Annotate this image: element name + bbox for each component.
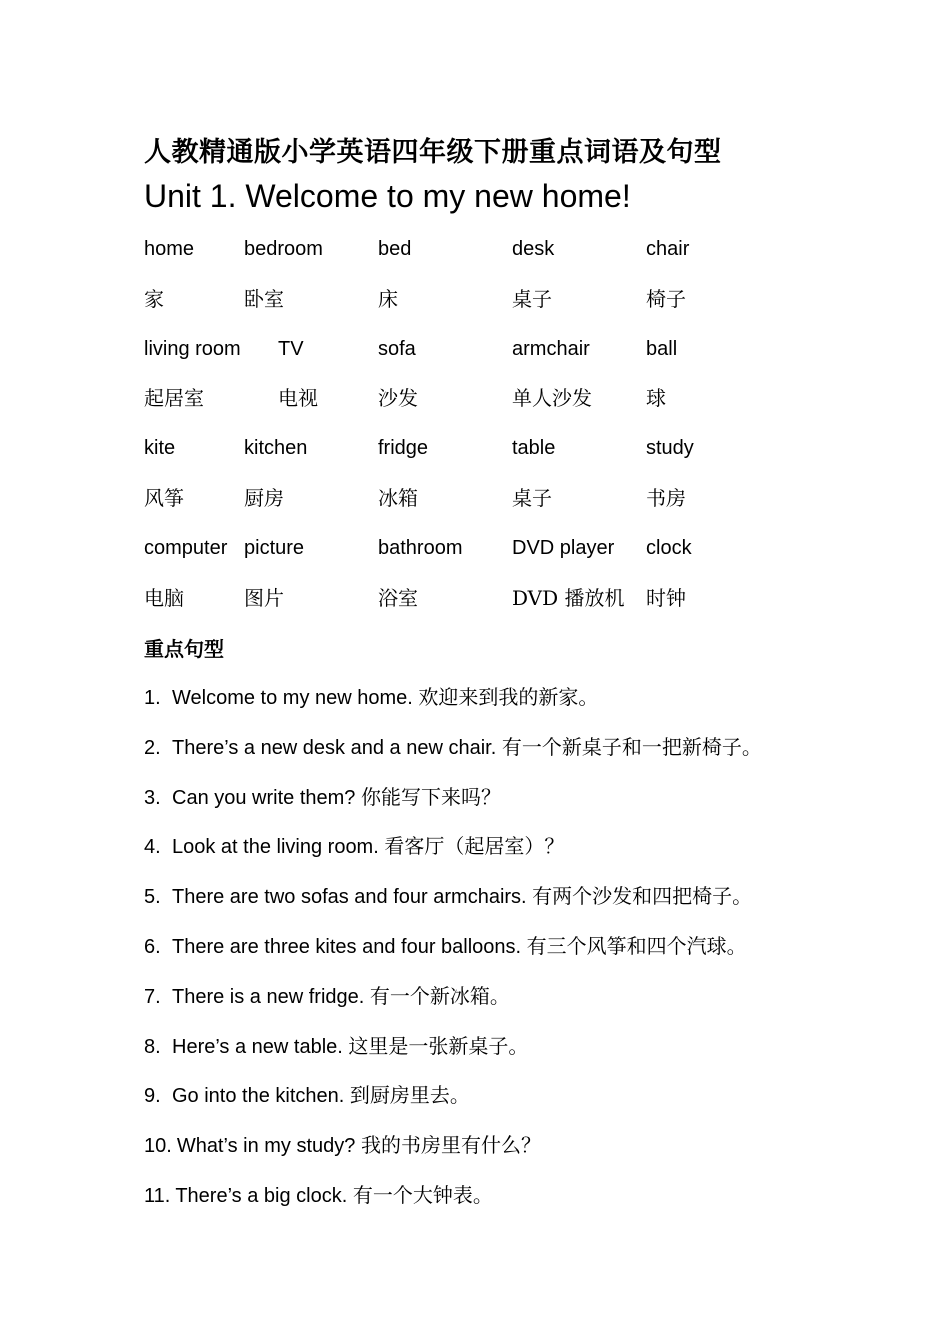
sentence-english: There are two sofas and four armchairs. (172, 886, 527, 909)
sentence-chinese: 你能写下来吗？ (360, 784, 501, 809)
vocab-word: chair (646, 238, 690, 260)
vocab-translation: 电视 (278, 386, 318, 411)
vocab-word: kite (144, 437, 176, 460)
item-number: 1. (144, 687, 161, 709)
vocab-translation: 图片 (244, 585, 284, 610)
key-sentences-heading: 重点句型 (144, 637, 224, 661)
vocab-row-english (144, 332, 844, 382)
vocab-word: sofa (378, 337, 416, 360)
document-title: 人教精通版小学英语四年级下册重点词语及句型 (144, 137, 722, 168)
vocab-word: TV (278, 337, 304, 360)
vocab-translation: 起居室 (144, 386, 204, 411)
vocab-translation: 单人沙发 (512, 386, 592, 411)
sentence-chinese: 欢迎来到我的新家。 (418, 685, 599, 709)
sentence-chinese: 有一个新桌子和一把新椅子。 (501, 734, 762, 759)
vocab-word: computer (144, 536, 228, 559)
item-number: 6. (144, 935, 161, 958)
vocab-row-chinese (144, 381, 844, 431)
item-number: 3. (144, 786, 161, 809)
sentence-english: There are three kites and four balloons. (172, 935, 522, 958)
vocab-word: clock (646, 536, 692, 559)
list-item (144, 1029, 884, 1079)
item-number: 11. (144, 1184, 171, 1207)
sentence-chinese: 有两个沙发和四把椅子。 (532, 884, 753, 909)
vocab-word: study (646, 437, 694, 460)
sentence-chinese: 有一个大钟表。 (352, 1182, 493, 1207)
vocab-translation: DVD 播放机 (512, 585, 625, 610)
vocabulary-table (144, 232, 844, 630)
sentence-chinese: 到厨房里去。 (349, 1083, 470, 1108)
list-item (144, 979, 884, 1029)
vocab-word: table (512, 437, 556, 460)
vocab-translation: 风筝 (144, 485, 184, 510)
list-item (144, 680, 884, 730)
vocab-translation: 卧室 (244, 286, 284, 311)
vocab-translation: 书房 (646, 485, 686, 510)
sentence-english: Go into the kitchen. (172, 1085, 345, 1108)
sentence-chinese: 我的书房里有什么？ (360, 1133, 541, 1158)
sentence-english: There is a new fridge. (172, 985, 365, 1008)
list-item (144, 1178, 884, 1228)
item-number: 9. (144, 1085, 161, 1108)
item-number: 7. (144, 985, 161, 1008)
sentence-english: There’s a new desk and a new chair. (172, 736, 497, 759)
vocab-word: desk (512, 238, 555, 260)
vocab-row-english (144, 531, 844, 581)
sentence-english: Look at the living room. (172, 836, 379, 859)
vocab-row-english (144, 431, 844, 481)
vocab-translation: 厨房 (244, 485, 284, 510)
item-number: 5. (144, 886, 161, 909)
list-item (144, 829, 884, 879)
key-sentences-list (144, 680, 884, 1228)
vocab-word: bathroom (378, 536, 463, 559)
vocab-translation: 电脑 (144, 585, 184, 610)
vocab-word: kitchen (244, 437, 308, 460)
vocab-translation: 沙发 (378, 386, 418, 411)
sentence-chinese: 这里是一张新桌子。 (348, 1033, 529, 1058)
sentence-english: Here’s a new table. (172, 1035, 343, 1058)
sentence-chinese: 有三个风筝和四个汽球。 (526, 933, 747, 958)
vocab-word: ball (646, 337, 678, 360)
vocab-word: home (144, 238, 195, 260)
vocab-word: living room (144, 337, 241, 360)
vocab-row-chinese (144, 581, 844, 631)
vocab-word: bedroom (244, 238, 323, 260)
list-item (144, 879, 884, 929)
vocab-translation: 桌子 (512, 286, 552, 311)
list-item (144, 1128, 884, 1178)
sentence-english: There’s a big clock. (175, 1184, 348, 1207)
sentence-english: Can you write them? (172, 786, 356, 809)
item-number: 4. (144, 836, 161, 859)
vocab-translation: 浴室 (378, 585, 418, 610)
sentence-english: Welcome to my new home. (172, 687, 413, 709)
item-number: 2. (144, 736, 161, 759)
sentence-english: What’s in my study? (176, 1135, 356, 1158)
vocab-word: picture (244, 536, 305, 559)
item-number: 10. (144, 1135, 172, 1158)
vocab-translation: 球 (646, 386, 666, 411)
vocab-word: DVD player (512, 536, 615, 559)
vocab-translation: 床 (378, 286, 398, 311)
vocab-translation: 冰箱 (378, 485, 418, 510)
sentence-chinese: 有一个新冰箱。 (369, 983, 510, 1008)
list-item (144, 730, 884, 780)
vocab-word: bed (378, 238, 412, 260)
unit-title: Unit 1. Welcome to my new home! (144, 178, 631, 214)
item-number: 8. (144, 1035, 161, 1058)
vocab-translation: 家 (144, 286, 164, 311)
list-item (144, 780, 884, 830)
list-item (144, 929, 884, 979)
vocab-translation: 桌子 (512, 485, 552, 510)
vocab-translation: 时钟 (646, 585, 686, 610)
vocab-translation: 椅子 (646, 286, 686, 311)
sentence-chinese: 看客厅（起居室）？ (384, 834, 565, 859)
vocab-row-english (144, 232, 844, 282)
vocab-row-chinese (144, 481, 844, 531)
vocab-row-chinese (144, 282, 844, 332)
list-item (144, 1078, 884, 1128)
vocab-word: armchair (512, 337, 590, 360)
vocab-word: fridge (378, 437, 429, 460)
